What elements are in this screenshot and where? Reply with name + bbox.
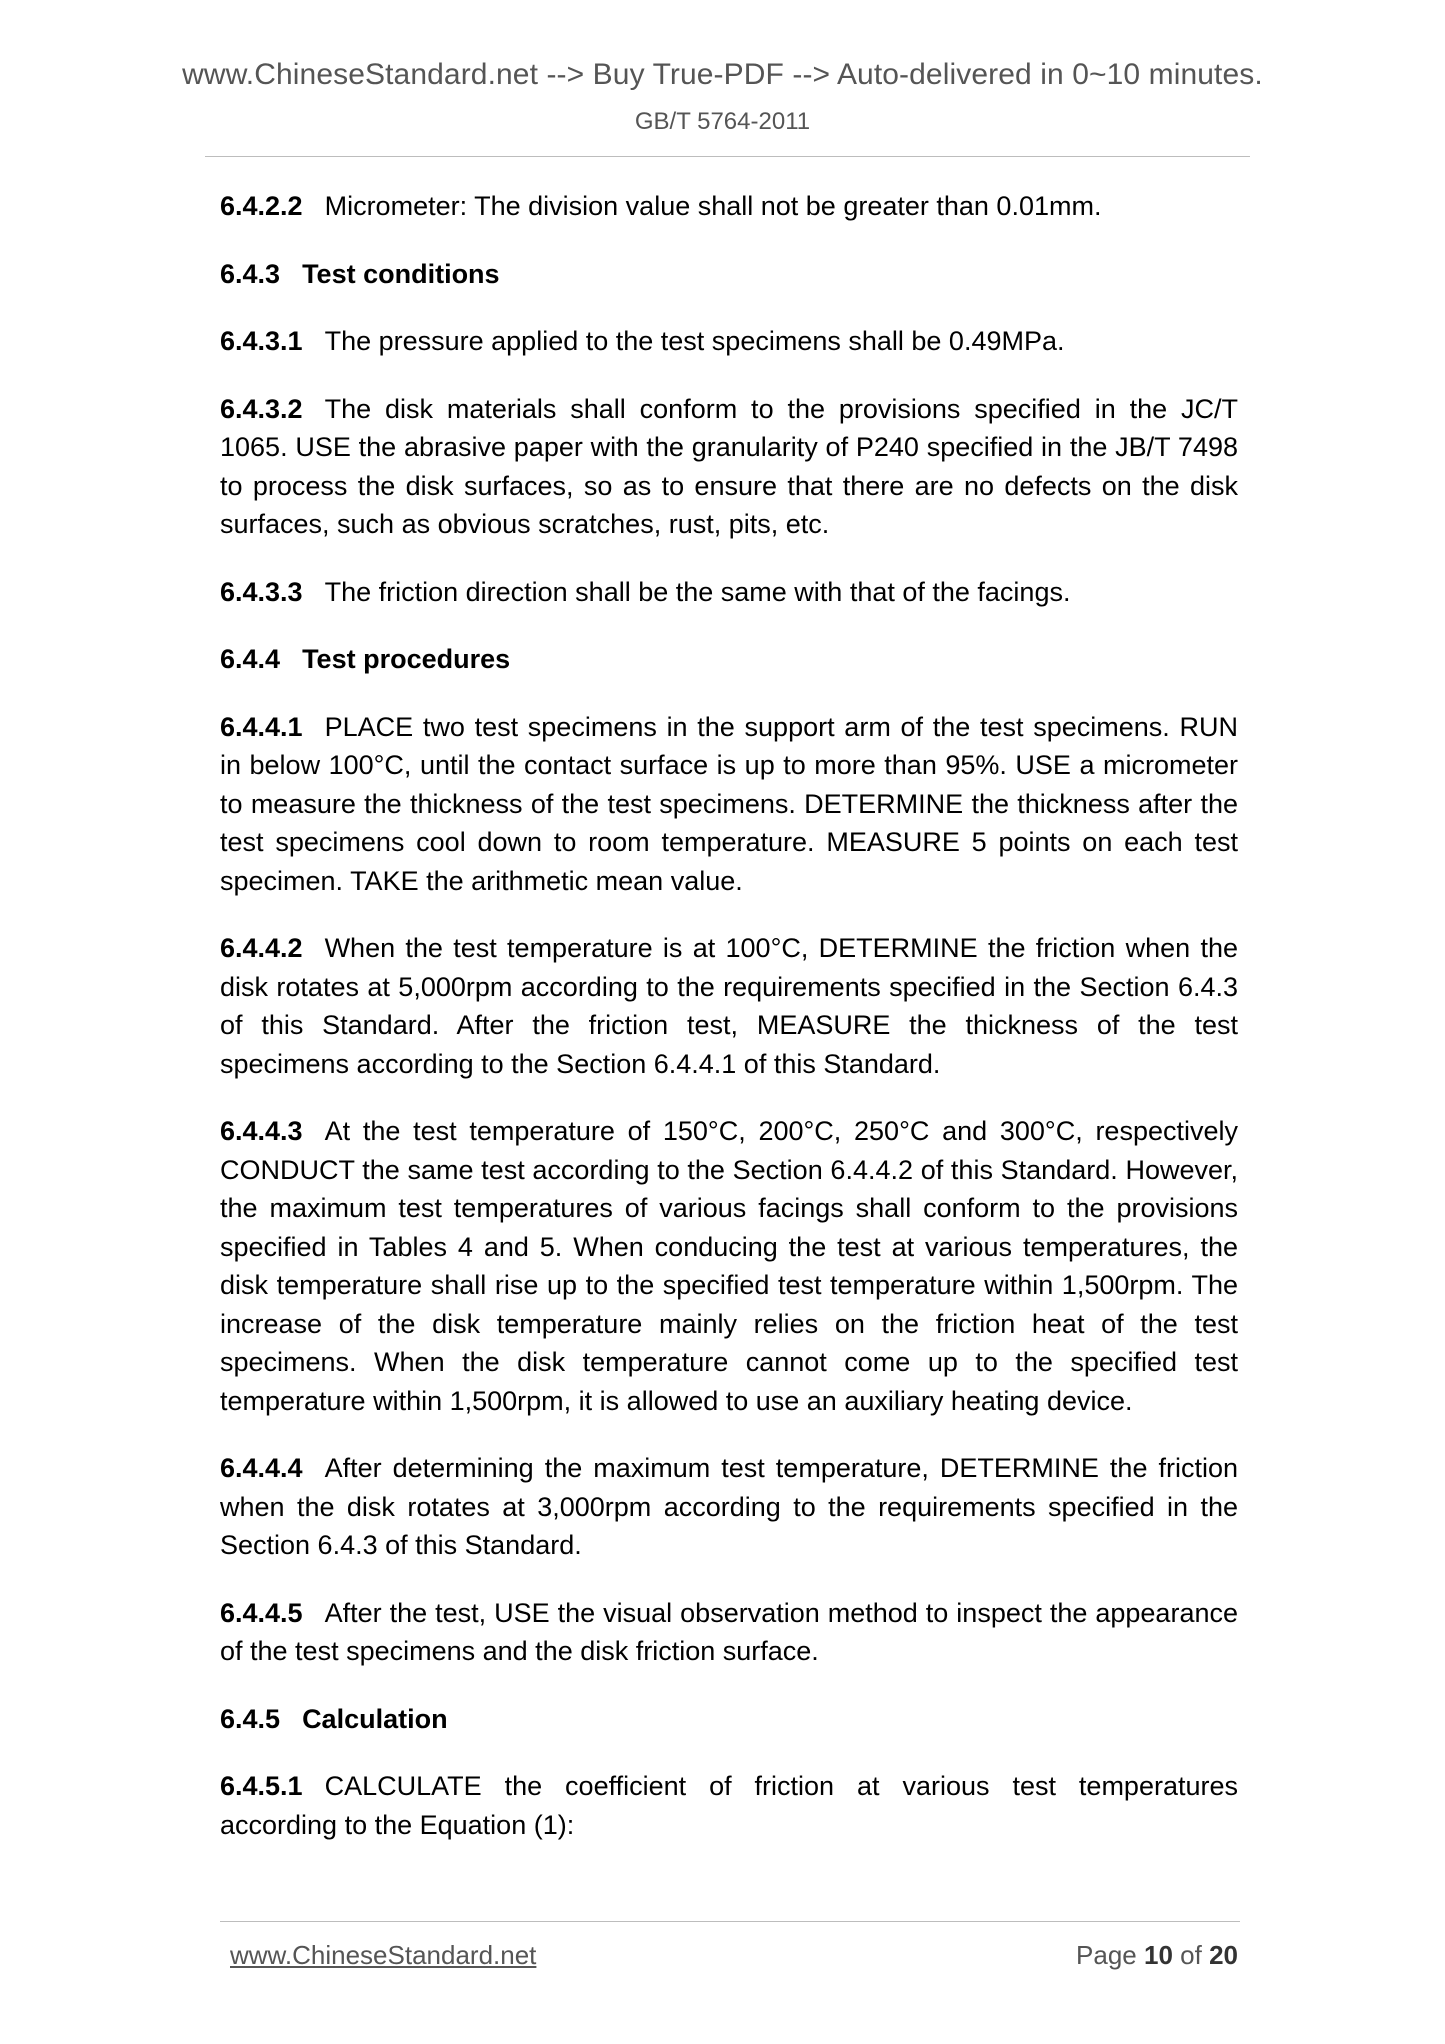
clause-number: 6.4.3.1	[220, 326, 303, 356]
clause-6-4-3-2	[220, 390, 1238, 544]
clause-number: 6.4.4.5	[220, 1597, 303, 1628]
clause-6-4-3-3	[220, 573, 1238, 612]
header-divider	[205, 156, 1250, 157]
clause-number: 6.4.3.3	[220, 576, 303, 607]
footer-website-link[interactable]: www.ChineseStandard.net	[230, 1940, 537, 1970]
clause-6-4-4-3	[220, 1112, 1238, 1420]
clause-text: Micrometer: The division value shall not be greater than 0.01mm.	[324, 191, 1102, 221]
section-title: Test procedures	[302, 644, 511, 674]
section-heading-6-4-3	[220, 255, 1238, 294]
clause-6-4-4-5	[220, 1594, 1238, 1671]
clause-6-4-4-1	[220, 708, 1238, 901]
section-title: Test conditions	[302, 258, 500, 289]
clause-number: 6.4.2.2	[220, 191, 303, 221]
page-of-word: of	[1180, 1940, 1202, 1970]
clause-number: 6.4.5.1	[220, 1771, 303, 1801]
page-indicator	[1076, 1940, 1238, 1971]
clause-number: 6.4.4.1	[220, 711, 303, 742]
page-word: Page	[1076, 1940, 1137, 1970]
clause-text: After determining the maximum test temperature, DETERMINE the friction when the disk rotates at 3,000rpm according to the requirements specified in the Section 6.4.3 of this Standard.	[220, 1453, 1238, 1560]
clause-text: When the test temperature is at 100°C, DETERMINE the friction when the disk rotates at 5,000rpm according to the requirements specified in the Section 6.4.3 of this Standard. After the friction test, MEASURE the thickness of the test specimens according to the Section 6.4.4.1 of this Standard.	[220, 933, 1238, 1079]
footer-divider	[220, 1921, 1240, 1922]
section-number: 6.4.5	[220, 1703, 281, 1734]
clause-text: PLACE two test specimens in the support arm of the test specimens. RUN in below 100°C, until the contact surface is up to more than 95%. USE a micrometer to measure the thickness of the test specimens. DETERMINE the thickness after the test specimens cool down to room temperature. MEASURE 5 points on each test specimen. TAKE the arithmetic mean value.	[220, 711, 1238, 896]
clause-number: 6.4.4.2	[220, 933, 303, 963]
section-title: Calculation	[302, 1703, 448, 1734]
clause-number: 6.4.3.2	[220, 393, 303, 424]
clause-6-4-4-2	[220, 929, 1238, 1083]
clause-text: At the test temperature of 150°C, 200°C, 250°C and 300°C, respectively CONDUCT the same test according to the Section 6.4.4.2 of this Standard. However, the maximum test temperatures of various facings shall conform to the provisions specified in Tables 4 and 5. When conducing the test at various temperatures, the disk temperature shall rise up to the specified test temperature within 1,500rpm. The increase of the disk temperature mainly relies on the friction heat of the test specimens. When the disk temperature cannot come up to the specified test temperature within 1,500rpm, it is allowed to use an auxiliary heating device.	[220, 1116, 1238, 1416]
clause-6-4-3-1	[220, 322, 1238, 361]
clause-number: 6.4.4.3	[220, 1116, 303, 1146]
current-page-number: 10	[1144, 1940, 1173, 1970]
clause-text: CALCULATE the coefficient of friction at various test temperatures according to the Equation (1):	[220, 1771, 1238, 1840]
clause-number: 6.4.4.4	[220, 1453, 303, 1483]
clause-text: After the test, USE the visual observation method to inspect the appearance of the test specimens and the disk friction surface.	[220, 1597, 1238, 1666]
standard-code: GB/T 5764-2011	[634, 108, 811, 135]
clause-6-4-2-2	[220, 187, 1238, 226]
section-number: 6.4.3	[220, 258, 281, 289]
clause-6-4-4-4	[220, 1449, 1238, 1565]
section-heading-6-4-5	[220, 1700, 1238, 1739]
clause-6-4-5-1	[220, 1767, 1238, 1844]
clause-text: The friction direction shall be the same with that of the facings.	[324, 576, 1071, 607]
section-number: 6.4.4	[220, 644, 281, 674]
document-body	[220, 187, 1238, 1873]
section-heading-6-4-4	[220, 640, 1238, 679]
clause-text: The pressure applied to the test specimens shall be 0.49MPa.	[324, 326, 1065, 356]
total-page-count: 20	[1209, 1940, 1238, 1970]
clause-text: The disk materials shall conform to the provisions specified in the JC/T 1065. USE the abrasive paper with the granularity of P240 specified in the JB/T 7498 to process the disk surfaces, so as to ensure that there are no defects on the disk surfaces, such as obvious scratches, rust, pits, etc.	[220, 393, 1238, 539]
header-banner: www.ChineseStandard.net --> Buy True-PDF --> Auto-delivered in 0~10 minutes.	[182, 58, 1263, 91]
